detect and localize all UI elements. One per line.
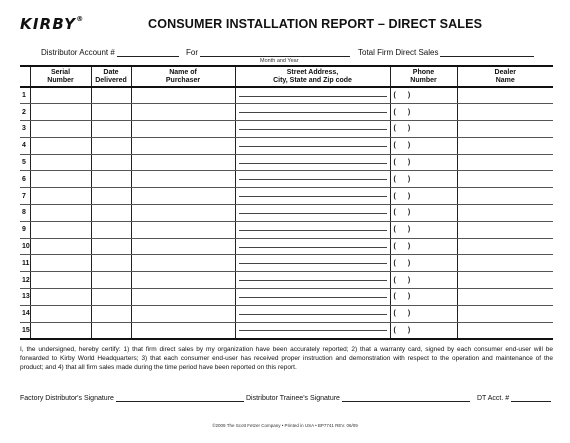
phone-close-paren: ) bbox=[407, 326, 411, 334]
kirby-logo: KIRBY® bbox=[20, 15, 84, 33]
table-header-row bbox=[20, 66, 553, 87]
distributor-account-field[interactable] bbox=[41, 48, 179, 57]
serial-cell[interactable] bbox=[30, 87, 91, 104]
row-number: 2 bbox=[20, 104, 30, 121]
column-header-dealer: Dealer Name bbox=[457, 66, 553, 87]
phone-open-paren: ( bbox=[393, 125, 396, 133]
date-cell[interactable] bbox=[91, 171, 131, 188]
for-label: For bbox=[186, 48, 198, 57]
phone-close-paren: ) bbox=[407, 92, 411, 100]
row-number: 15 bbox=[20, 322, 30, 339]
phone-open-paren: ( bbox=[393, 192, 396, 200]
table-row bbox=[20, 171, 553, 188]
phone-cell[interactable] bbox=[390, 154, 457, 171]
phone-open-paren: ( bbox=[393, 276, 396, 284]
purchaser-cell[interactable] bbox=[131, 104, 235, 121]
table-row bbox=[20, 205, 553, 222]
dealer-cell[interactable] bbox=[457, 272, 553, 289]
phone-close-paren: ) bbox=[407, 209, 411, 217]
serial-cell[interactable] bbox=[30, 104, 91, 121]
row-number: 14 bbox=[20, 305, 30, 322]
total-firm-sales-label: Total Firm Direct Sales bbox=[358, 48, 439, 57]
column-header-date: Date Delivered bbox=[91, 66, 131, 87]
date-cell[interactable] bbox=[91, 289, 131, 306]
table-row bbox=[20, 289, 553, 306]
phone-cell[interactable] bbox=[390, 188, 457, 205]
phone-cell[interactable] bbox=[390, 305, 457, 322]
serial-cell[interactable] bbox=[30, 121, 91, 138]
phone-cell[interactable] bbox=[390, 255, 457, 272]
row-number-header bbox=[20, 66, 30, 87]
phone-close-paren: ) bbox=[407, 276, 411, 284]
row-number: 13 bbox=[20, 289, 30, 306]
phone-close-paren: ) bbox=[407, 142, 411, 150]
phone-cell[interactable] bbox=[390, 205, 457, 222]
dealer-cell[interactable] bbox=[457, 104, 553, 121]
serial-cell[interactable] bbox=[30, 154, 91, 171]
serial-cell[interactable] bbox=[30, 188, 91, 205]
date-cell[interactable] bbox=[91, 188, 131, 205]
phone-close-paren: ) bbox=[407, 243, 411, 251]
table-row bbox=[20, 221, 553, 238]
address-cell[interactable] bbox=[235, 305, 390, 322]
date-cell[interactable] bbox=[91, 137, 131, 154]
purchaser-cell[interactable] bbox=[131, 121, 235, 138]
phone-cell[interactable] bbox=[390, 87, 457, 104]
phone-close-paren: ) bbox=[407, 310, 411, 318]
row-number: 4 bbox=[20, 137, 30, 154]
footer-text: ©2009 The Scott Fetzer Company • Printed in USA • BP7741 REV. 06/09 bbox=[212, 423, 358, 428]
for-input-line[interactable] bbox=[200, 48, 350, 57]
table-row bbox=[20, 121, 553, 138]
phone-close-paren: ) bbox=[407, 125, 411, 133]
dealer-cell[interactable] bbox=[457, 221, 553, 238]
row-number: 10 bbox=[20, 238, 30, 255]
dealer-cell[interactable] bbox=[457, 305, 553, 322]
phone-open-paren: ( bbox=[393, 310, 396, 318]
dealer-cell[interactable] bbox=[457, 188, 553, 205]
address-cell[interactable] bbox=[235, 154, 390, 171]
trainee-signature-label: Distributor Trainee's Signature bbox=[246, 395, 340, 402]
address-cell[interactable] bbox=[235, 221, 390, 238]
column-header-purchaser: Name of Purchaser bbox=[131, 66, 235, 87]
column-header-serial: Serial Number bbox=[30, 66, 91, 87]
table-row bbox=[20, 238, 553, 255]
address-cell[interactable] bbox=[235, 137, 390, 154]
row-number: 5 bbox=[20, 154, 30, 171]
dealer-cell[interactable] bbox=[457, 238, 553, 255]
date-cell[interactable] bbox=[91, 238, 131, 255]
row-number: 9 bbox=[20, 221, 30, 238]
total-firm-sales-input-line[interactable] bbox=[440, 48, 534, 57]
phone-open-paren: ( bbox=[393, 159, 396, 167]
row-number: 7 bbox=[20, 188, 30, 205]
row-number: 6 bbox=[20, 171, 30, 188]
address-cell[interactable] bbox=[235, 255, 390, 272]
phone-cell[interactable] bbox=[390, 289, 457, 306]
dealer-cell[interactable] bbox=[457, 171, 553, 188]
serial-cell[interactable] bbox=[30, 322, 91, 339]
purchaser-cell[interactable] bbox=[131, 322, 235, 339]
dt-acct-label: DT Acct. # bbox=[477, 395, 510, 402]
address-cell[interactable] bbox=[235, 322, 390, 339]
purchaser-cell[interactable] bbox=[131, 154, 235, 171]
factory-signature-field[interactable] bbox=[20, 394, 244, 402]
purchaser-cell[interactable] bbox=[131, 221, 235, 238]
purchaser-cell[interactable] bbox=[131, 272, 235, 289]
factory-signature-label: Factory Distributor's Signature bbox=[20, 395, 114, 402]
date-cell[interactable] bbox=[91, 322, 131, 339]
trainee-signature-line[interactable] bbox=[342, 394, 470, 402]
address-cell[interactable] bbox=[235, 87, 390, 104]
purchaser-cell[interactable] bbox=[131, 87, 235, 104]
row-number: 12 bbox=[20, 272, 30, 289]
phone-cell[interactable] bbox=[390, 137, 457, 154]
purchaser-cell[interactable] bbox=[131, 289, 235, 306]
column-header-address: Street Address, City, State and Zip code bbox=[235, 66, 390, 87]
table-row bbox=[20, 104, 553, 121]
dealer-cell[interactable] bbox=[457, 289, 553, 306]
purchaser-cell[interactable] bbox=[131, 238, 235, 255]
purchaser-cell[interactable] bbox=[131, 171, 235, 188]
date-cell[interactable] bbox=[91, 305, 131, 322]
dealer-cell[interactable] bbox=[457, 154, 553, 171]
phone-close-paren: ) bbox=[407, 175, 411, 183]
table-row bbox=[20, 154, 553, 171]
phone-cell[interactable] bbox=[390, 322, 457, 339]
date-cell[interactable] bbox=[91, 104, 131, 121]
phone-open-paren: ( bbox=[393, 226, 396, 234]
purchaser-cell[interactable] bbox=[131, 255, 235, 272]
month-year-note: Month and Year bbox=[260, 58, 299, 64]
distributor-account-label: Distributor Account # bbox=[41, 48, 115, 57]
phone-cell[interactable] bbox=[390, 104, 457, 121]
dealer-cell[interactable] bbox=[457, 121, 553, 138]
serial-cell[interactable] bbox=[30, 205, 91, 222]
registered-mark: ® bbox=[76, 15, 84, 23]
address-cell[interactable] bbox=[235, 121, 390, 138]
date-cell[interactable] bbox=[91, 221, 131, 238]
table-row bbox=[20, 188, 553, 205]
row-number: 8 bbox=[20, 205, 30, 222]
total-firm-sales-field[interactable] bbox=[358, 48, 534, 57]
distributor-account-input-line[interactable] bbox=[117, 48, 179, 57]
purchaser-cell[interactable] bbox=[131, 305, 235, 322]
phone-cell[interactable] bbox=[390, 221, 457, 238]
phone-open-paren: ( bbox=[393, 243, 396, 251]
phone-open-paren: ( bbox=[393, 142, 396, 150]
row-number: 1 bbox=[20, 87, 30, 104]
serial-cell[interactable] bbox=[30, 272, 91, 289]
table-row bbox=[20, 255, 553, 272]
phone-close-paren: ) bbox=[407, 259, 411, 267]
column-header-phone: Phone Number bbox=[390, 66, 457, 87]
table-row bbox=[20, 137, 553, 154]
serial-cell[interactable] bbox=[30, 305, 91, 322]
dt-acct-field[interactable] bbox=[477, 394, 551, 402]
address-cell[interactable] bbox=[235, 188, 390, 205]
phone-cell[interactable] bbox=[390, 171, 457, 188]
dt-acct-line[interactable] bbox=[511, 394, 551, 402]
dealer-cell[interactable] bbox=[457, 322, 553, 339]
address-cell[interactable] bbox=[235, 289, 390, 306]
phone-cell[interactable] bbox=[390, 272, 457, 289]
table-row bbox=[20, 87, 553, 104]
phone-open-paren: ( bbox=[393, 175, 396, 183]
phone-open-paren: ( bbox=[393, 108, 396, 116]
installation-table bbox=[20, 65, 553, 340]
date-cell[interactable] bbox=[91, 154, 131, 171]
trainee-signature-field[interactable] bbox=[246, 394, 470, 402]
date-cell[interactable] bbox=[91, 121, 131, 138]
phone-open-paren: ( bbox=[393, 209, 396, 217]
phone-open-paren: ( bbox=[393, 259, 396, 267]
serial-cell[interactable] bbox=[30, 221, 91, 238]
serial-cell[interactable] bbox=[30, 255, 91, 272]
page-title: CONSUMER INSTALLATION REPORT – DIRECT SALES bbox=[148, 17, 483, 31]
dealer-cell[interactable] bbox=[457, 137, 553, 154]
phone-open-paren: ( bbox=[393, 293, 396, 301]
address-cell[interactable] bbox=[235, 272, 390, 289]
factory-signature-line[interactable] bbox=[116, 394, 244, 402]
phone-close-paren: ) bbox=[407, 159, 411, 167]
table-row bbox=[20, 322, 553, 339]
serial-cell[interactable] bbox=[30, 171, 91, 188]
address-cell[interactable] bbox=[235, 238, 390, 255]
table-row bbox=[20, 272, 553, 289]
serial-cell[interactable] bbox=[30, 137, 91, 154]
dealer-cell[interactable] bbox=[457, 255, 553, 272]
certification-text: I, the undersigned, hereby certify: 1) that firm direct sales by my organization have been accurately reported; 2) that a warranty card, signed by each consumer end-user will be forwarded to Kirby World Headquarters; 3) that each consumer end-user has received proper instruction and demonstration with respect to the operation and maintenance of the product; and 4) that all firm sales made during the time period have been reported on this report. bbox=[20, 346, 553, 371]
phone-close-paren: ) bbox=[407, 108, 411, 116]
phone-open-paren: ( bbox=[393, 92, 396, 100]
dealer-cell[interactable] bbox=[457, 87, 553, 104]
date-cell[interactable] bbox=[91, 205, 131, 222]
address-cell[interactable] bbox=[235, 205, 390, 222]
address-cell[interactable] bbox=[235, 171, 390, 188]
row-number: 11 bbox=[20, 255, 30, 272]
purchaser-cell[interactable] bbox=[131, 137, 235, 154]
phone-cell[interactable] bbox=[390, 238, 457, 255]
for-field[interactable] bbox=[186, 48, 350, 57]
serial-cell[interactable] bbox=[30, 238, 91, 255]
purchaser-cell[interactable] bbox=[131, 205, 235, 222]
dealer-cell[interactable] bbox=[457, 205, 553, 222]
phone-close-paren: ) bbox=[407, 226, 411, 234]
purchaser-cell[interactable] bbox=[131, 188, 235, 205]
date-cell[interactable] bbox=[91, 87, 131, 104]
phone-close-paren: ) bbox=[407, 293, 411, 301]
date-cell[interactable] bbox=[91, 272, 131, 289]
serial-cell[interactable] bbox=[30, 289, 91, 306]
address-cell[interactable] bbox=[235, 104, 390, 121]
date-cell[interactable] bbox=[91, 255, 131, 272]
phone-cell[interactable] bbox=[390, 121, 457, 138]
row-number: 3 bbox=[20, 121, 30, 138]
table-row bbox=[20, 305, 553, 322]
phone-open-paren: ( bbox=[393, 326, 396, 334]
phone-close-paren: ) bbox=[407, 192, 411, 200]
